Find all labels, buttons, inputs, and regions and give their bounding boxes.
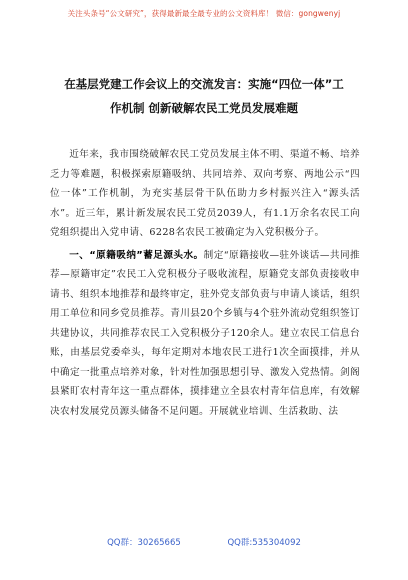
document-body xyxy=(50,145,360,421)
title-line-1: 在基层党建工作会议上的交流发言：实施“四位一体”工 xyxy=(64,77,344,91)
section-heading: 一、“原籍吸纳”蓄足源头水。 xyxy=(69,249,204,261)
title-line-2: 作机制 创新破解农民工党员发展难题 xyxy=(109,101,298,115)
header-note: 关注头条号“公文研究”，获得最新最全最专业的公文资料库！ 微信：gongwenyj xyxy=(67,9,341,18)
paragraph-intro: 近年来，我市围绕破解农民工党员发展主体不明、渠道不畅、培养乏力等难题，积极探索原籍吸纳、共同培养、双向考察、两地公示“四位一体”工作机制，为充实基层骨干队伍助力乡村振兴注入“源头活水”。近三年，累计新发展农民工党员2039人，有1.1万余名农民工向党组织提出入党申请、6228名农民工被确定为入党积极分子。 xyxy=(50,149,360,238)
footer xyxy=(0,536,408,548)
document-title xyxy=(40,72,368,120)
section-text: 制定“原籍接收—驻外谈话—共同推荐—原籍审定”农民工入党积极分子吸收流程，原籍党支部负责接收申请书、组织本地推荐和最终审定，驻外党支部负责与申请人谈话，组织用工单位和同乡党员推荐。青川县20个乡镇与4个驻外流动党组织签订共建协议，共同推荐农民工入党积极分子120余人。建立农民工信息台账，由基层党委牵头，每年定期对本地农民工进行1次全面摸排，并从中确定一批重点培养对象，针对性加强思想引导、激发入党热情。剑阁县紧盯农村青年这一重点群体，摸排建立全县农村青年信息库，有效解决农村发展党员源头储备不足问题。开展就业培训、生活救助、法 xyxy=(50,249,360,417)
footer-qq-group-2: QQ群:535304092 xyxy=(227,538,301,548)
footer-qq-group-1: QQ群：30265665 xyxy=(107,538,181,548)
paragraph-section-1 xyxy=(50,246,360,422)
